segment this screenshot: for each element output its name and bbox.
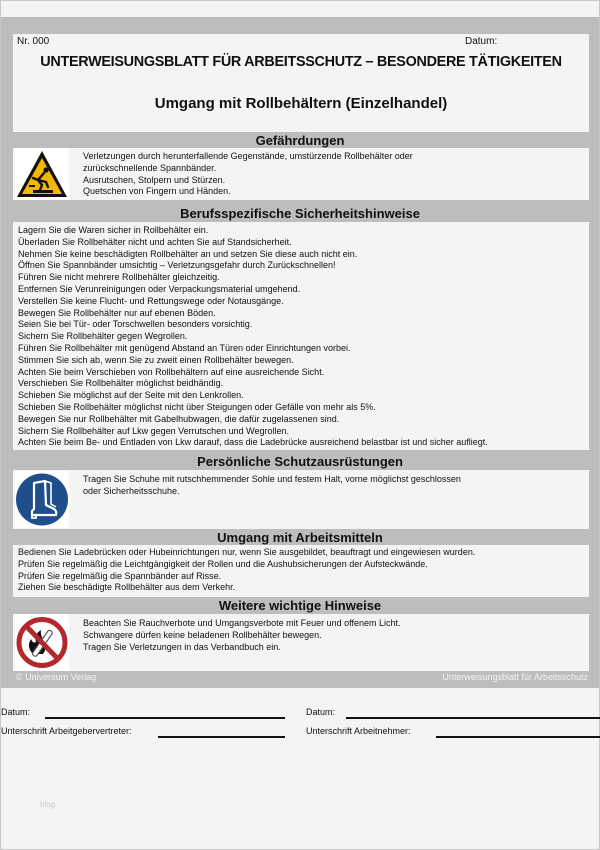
- equipment-item: Prüfen Sie regelmäßig die Spannbänder auf Risse.: [18, 570, 222, 581]
- safety-item: Lagern Sie die Waren sicher in Rollbehälter ein.: [18, 225, 209, 235]
- section-title-ppe: Persönliche Schutzausrüstungen: [197, 454, 403, 469]
- section-title-hazards: Gefährdungen: [255, 133, 345, 148]
- section-title-notes: Weitere wichtige Hinweise: [218, 598, 382, 613]
- safety-item: Sichern Sie Rollbehälter auf Lkw gegen Verrutschen und Wegrollen.: [18, 425, 289, 436]
- safety-item: Sichern Sie Rollbehälter gegen Wegrollen.: [18, 331, 188, 342]
- note-item: Schwangere dürfen keine beladenen Rollbehälter bewegen.: [83, 629, 322, 640]
- safety-item: Nehmen Sie keine beschädigten Rollbehälter an und setzen Sie diese auch nicht ein.: [18, 248, 358, 259]
- sheet-number: Nr. 000: [17, 36, 50, 47]
- section-title-equipment: Umgang mit Arbeitsmitteln: [217, 530, 383, 545]
- sheet-type-label: Unterweisungsblatt für Arbeitsschutz: [442, 672, 588, 682]
- ppe-text: [83, 474, 461, 498]
- safety-text: [18, 225, 488, 449]
- no-open-flame-icon: [15, 614, 69, 671]
- left-date-label: Datum:: [1, 707, 31, 717]
- safety-item: Überladen Sie Rollbehälter nicht und achten Sie auf Standsicherheit.: [18, 236, 292, 247]
- safety-item: Achten Sie beim Verschieben von Rollbehältern auf eine ausreichende Sicht.: [18, 366, 325, 377]
- note-item: Beachten Sie Rauchverbote und Umgangsverbote mit Feuer und offenem Licht.: [83, 618, 401, 628]
- employee-signature-line[interactable]: [436, 736, 600, 738]
- instruction-sheet: [1, 17, 599, 688]
- publisher-credit: © Universum Verlag: [16, 672, 97, 682]
- safety-item: Führen Sie nicht mehrere Rollbehälter gleichzeitig.: [18, 272, 220, 283]
- safety-item: Stimmen Sie sich ab, wenn Sie zu zweit einen Rollbehälter bewegen.: [18, 354, 294, 365]
- safety-item: Schieben Sie möglichst auf der Seite mit den Lenkrollen.: [18, 390, 244, 401]
- section-notes: [13, 614, 589, 671]
- page-subtitle: Umgang mit Rollbehältern (Einzelhandel): [154, 95, 448, 112]
- left-date-line[interactable]: [45, 717, 285, 719]
- safety-item: Bewegen Sie Rollbehälter nur auf ebenen Böden.: [18, 307, 216, 318]
- sheet-header: [13, 34, 589, 132]
- safety-item: Entfernen Sie Verunreinigungen oder Verpackungsmaterial umgehend.: [18, 283, 301, 294]
- section-equipment: [13, 545, 589, 597]
- note-item: Tragen Sie Verletzungen in das Verbandbuch ein.: [83, 641, 281, 652]
- employer-signature-label: Unterschrift Arbeitgebervertreter:: [1, 726, 132, 736]
- ppe-item: oder Sicherheitsschuhe.: [83, 485, 180, 496]
- safety-item: Verstellen Sie keine Flucht- und Rettungswege oder Notausgänge.: [18, 295, 284, 306]
- hazard-item: Ausrutschen, Stolpern und Stürzen.: [83, 174, 226, 185]
- notes-text: [83, 618, 401, 653]
- hazards-text: [83, 151, 413, 198]
- safety-item: Seien Sie bei Tür- oder Torschwellen besonders vorsichtig.: [18, 319, 253, 330]
- equipment-text: [18, 547, 475, 594]
- hazard-item: Quetschen von Fingern und Händen.: [83, 186, 231, 197]
- watermark: blog: [40, 800, 56, 809]
- warning-fall-hazard-icon: [15, 148, 69, 200]
- safety-boots-icon: [15, 471, 69, 528]
- section-safety: [13, 222, 589, 450]
- hazard-item: zurückschnellende Spannbänder.: [83, 162, 217, 173]
- equipment-item: Prüfen Sie regelmäßig die Leichtgängigkeit der Rollen und die Aushubsicherungen der Aufsteckwände.: [18, 558, 428, 569]
- section-hazards: [13, 148, 589, 200]
- header-date-label: Datum:: [465, 36, 498, 47]
- safety-item: Schieben Sie Rollbehälter möglichst nicht über Steigungen oder Gefälle von mehr als 5%.: [18, 401, 376, 412]
- equipment-item: Ziehen Sie beschädigte Rollbehälter aus dem Verkehr.: [18, 582, 236, 593]
- hazard-item: Verletzungen durch herunterfallende Gegenstände, umstürzende Rollbehälter oder: [83, 151, 413, 161]
- section-title-safety: Berufsspezifische Sicherheitshinweise: [180, 206, 420, 221]
- right-date-line[interactable]: [346, 717, 600, 719]
- right-date-label: Datum:: [306, 707, 336, 717]
- employee-signature-label: Unterschrift Arbeitnehmer:: [306, 726, 411, 736]
- equipment-item: Bedienen Sie Ladebrücken oder Hubeinrichtungen nur, wenn Sie ausgebildet, beauftragt und eingewiesen wurden.: [18, 547, 476, 557]
- safety-item: Führen Sie Rollbehälter mit genügend Abstand an Türen oder Einrichtungen vorbei.: [18, 342, 351, 353]
- employer-signature-line[interactable]: [158, 736, 285, 738]
- safety-item: Achten Sie beim Be- und Entladen von Lkw darauf, dass die Ladebrücke ausreichend belastbar ist und sicher aufliegt.: [18, 437, 488, 448]
- safety-item: Bewegen Sie nur Rollbehälter mit Gabelhubwagen, die dafür zugelassenen sind.: [18, 413, 340, 424]
- page-title: UNTERWEISUNGSBLATT FÜR ARBEITSSCHUTZ – BESONDERE TÄTIGKEITEN: [40, 54, 562, 70]
- safety-item: Verschieben Sie Rollbehälter möglichst beidhändig.: [18, 378, 224, 389]
- ppe-item: Tragen Sie Schuhe mit rutschhemmender Sohle und festem Halt, vorne möglichst geschlossen: [83, 474, 461, 484]
- section-ppe: [13, 470, 589, 529]
- sheet-footer: [1, 671, 599, 685]
- safety-item: Öffnen Sie Spannbänder umsichtig – Verletzungsgefahr durch Zurückschnellen!: [18, 260, 336, 271]
